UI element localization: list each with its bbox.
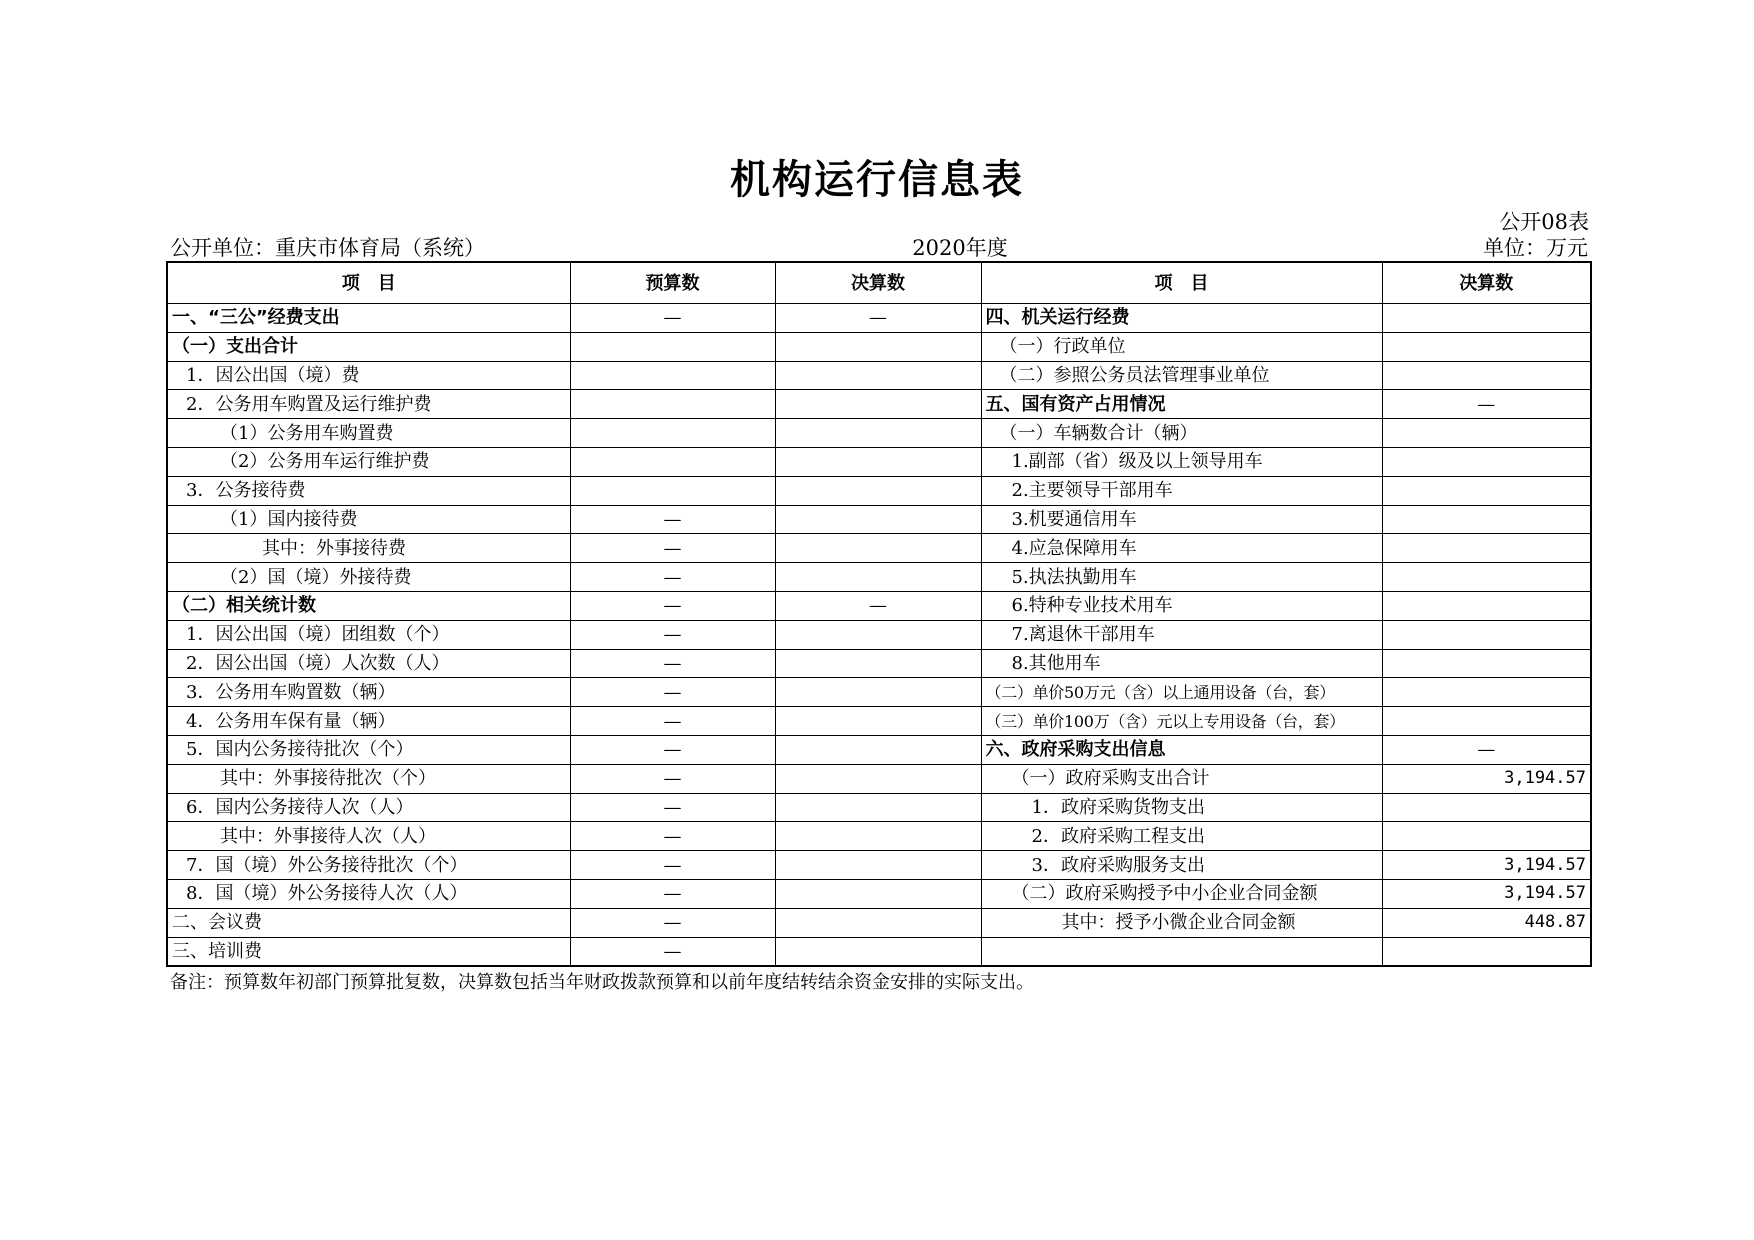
page-title: 机构运行信息表 (730, 157, 1024, 203)
item-right: （二）参照公务员法管理事业单位 (981, 361, 1382, 390)
header-final-left: 决算数 (775, 262, 981, 304)
footnote: 备注：预算数年初部门预算批复数，决算数包括当年财政拨款预算和以前年度结转结余资金安排的实际支出。 (170, 972, 1034, 993)
item-left: 其中：外事接待批次（个） (167, 764, 570, 793)
item-right: 六、政府采购支出信息 (981, 735, 1382, 764)
final-value-right (1382, 793, 1591, 822)
final-value-right (1382, 476, 1591, 505)
item-left: 2．因公出国（境）人次数（人） (167, 649, 570, 678)
table-row (167, 851, 1591, 880)
budget-value: — (570, 534, 775, 563)
table-row (167, 476, 1591, 505)
item-right: 2.主要领导干部用车 (981, 476, 1382, 505)
final-value-right: 448.87 (1382, 908, 1591, 937)
table-row (167, 447, 1591, 476)
item-left: 其中：外事接待人次（人） (167, 822, 570, 851)
budget-value: — (570, 620, 775, 649)
item-right: （二）政府采购授予中小企业合同金额 (981, 879, 1382, 908)
final-value-left (775, 419, 981, 448)
item-right: （一）车辆数合计（辆） (981, 419, 1382, 448)
header-item-left: 项 目 (167, 262, 570, 304)
item-left: 4．公务用车保有量（辆） (167, 707, 570, 736)
final-value-left (775, 534, 981, 563)
final-value-right: — (1382, 390, 1591, 419)
meta-row (170, 232, 1588, 262)
final-value-right (1382, 419, 1591, 448)
table-row (167, 390, 1591, 419)
table-row (167, 361, 1591, 390)
item-left: （二）相关统计数 (167, 591, 570, 620)
final-value-right (1382, 678, 1591, 707)
item-left: 其中：外事接待费 (167, 534, 570, 563)
item-left: 一、“三公”经费支出 (167, 304, 570, 333)
item-right: 其中：授予小微企业合同金额 (981, 908, 1382, 937)
final-value-left (775, 707, 981, 736)
budget-value (570, 390, 775, 419)
item-left: （2）国（境）外接待费 (167, 563, 570, 592)
table-row (167, 563, 1591, 592)
info-table (166, 261, 1592, 967)
item-right: （二）单价50万元（含）以上通用设备（台，套） (981, 678, 1382, 707)
final-value-right (1382, 620, 1591, 649)
item-left: （2）公务用车运行维护费 (167, 447, 570, 476)
table-row (167, 707, 1591, 736)
item-left: 3．公务用车购置数（辆） (167, 678, 570, 707)
header-budget: 预算数 (570, 262, 775, 304)
table-row (167, 764, 1591, 793)
final-value-left: — (775, 304, 981, 333)
final-value-left (775, 735, 981, 764)
final-value-left (775, 390, 981, 419)
final-value-right: — (1382, 735, 1591, 764)
table-row (167, 419, 1591, 448)
budget-value (570, 361, 775, 390)
final-value-left (775, 447, 981, 476)
final-value-right (1382, 534, 1591, 563)
table-row (167, 822, 1591, 851)
item-left: 二、会议费 (167, 908, 570, 937)
budget-value (570, 476, 775, 505)
item-right: 3．政府采购服务支出 (981, 851, 1382, 880)
final-value-left (775, 879, 981, 908)
budget-value: — (570, 851, 775, 880)
budget-value: — (570, 707, 775, 736)
final-value-left (775, 476, 981, 505)
item-left: 6．国内公务接待人次（人） (167, 793, 570, 822)
table-row (167, 534, 1591, 563)
final-value-right (1382, 563, 1591, 592)
item-left: 7．国（境）外公务接待批次（个） (167, 851, 570, 880)
budget-value: — (570, 937, 775, 966)
final-value-left (775, 937, 981, 966)
final-value-right (1382, 591, 1591, 620)
table-row (167, 879, 1591, 908)
budget-value: — (570, 678, 775, 707)
final-value-left (775, 908, 981, 937)
budget-value (570, 419, 775, 448)
final-value-right (1382, 361, 1591, 390)
item-right: 7.离退休干部用车 (981, 620, 1382, 649)
table-row (167, 591, 1591, 620)
item-right (981, 937, 1382, 966)
item-right: （三）单价100万（含）元以上专用设备（台，套） (981, 707, 1382, 736)
final-value-left (775, 361, 981, 390)
item-left: 2．公务用车购置及运行维护费 (167, 390, 570, 419)
table-row (167, 505, 1591, 534)
final-value-left (775, 793, 981, 822)
budget-value (570, 447, 775, 476)
budget-value: — (570, 822, 775, 851)
final-value-left (775, 332, 981, 361)
final-value-right: 3,194.57 (1382, 851, 1591, 880)
table-row (167, 304, 1591, 333)
item-left: 5．国内公务接待批次（个） (167, 735, 570, 764)
final-value-left (775, 851, 981, 880)
item-left: 3．公务接待费 (167, 476, 570, 505)
final-value-right (1382, 304, 1591, 333)
item-right: 2．政府采购工程支出 (981, 822, 1382, 851)
publishing-unit: 公开单位：重庆市体育局（系统） (170, 236, 485, 260)
table-row (167, 793, 1591, 822)
table-row (167, 649, 1591, 678)
item-right: 3.机要通信用车 (981, 505, 1382, 534)
budget-value: — (570, 764, 775, 793)
final-value-right (1382, 937, 1591, 966)
item-right: 6.特种专业技术用车 (981, 591, 1382, 620)
final-value-left (775, 563, 981, 592)
budget-value: — (570, 793, 775, 822)
item-right: 1.副部（省）级及以上领导用车 (981, 447, 1382, 476)
table-row (167, 908, 1591, 937)
item-right: 五、国有资产占用情况 (981, 390, 1382, 419)
header-item-right: 项 目 (981, 262, 1382, 304)
budget-value: — (570, 304, 775, 333)
item-right: 4.应急保障用车 (981, 534, 1382, 563)
budget-value: — (570, 505, 775, 534)
final-value-right (1382, 649, 1591, 678)
final-value-right (1382, 447, 1591, 476)
table-row (167, 678, 1591, 707)
budget-value: — (570, 563, 775, 592)
budget-value: — (570, 908, 775, 937)
item-right: 5.执法执勤用车 (981, 563, 1382, 592)
final-value-left (775, 649, 981, 678)
item-left: （1）国内接待费 (167, 505, 570, 534)
budget-value (570, 332, 775, 361)
table-row (167, 332, 1591, 361)
item-left: 8．国（境）外公务接待人次（人） (167, 879, 570, 908)
currency-unit: 单位：万元 (1483, 236, 1588, 260)
final-value-left (775, 822, 981, 851)
table-row (167, 937, 1591, 966)
item-left: 1．因公出国（境）费 (167, 361, 570, 390)
table-row (167, 735, 1591, 764)
budget-value: — (570, 649, 775, 678)
item-right: （一）行政单位 (981, 332, 1382, 361)
item-left: （一）支出合计 (167, 332, 570, 361)
item-right: 1．政府采购货物支出 (981, 793, 1382, 822)
item-right: （一）政府采购支出合计 (981, 764, 1382, 793)
item-left: 1．因公出国（境）团组数（个） (167, 620, 570, 649)
budget-value: — (570, 879, 775, 908)
item-right: 四、机关运行经费 (981, 304, 1382, 333)
table-row (167, 620, 1591, 649)
final-value-right (1382, 505, 1591, 534)
final-value-right (1382, 332, 1591, 361)
final-value-left (775, 620, 981, 649)
budget-value: — (570, 735, 775, 764)
item-right: 8.其他用车 (981, 649, 1382, 678)
fiscal-year: 2020年度 (912, 236, 1008, 260)
budget-value: — (570, 591, 775, 620)
final-value-left (775, 764, 981, 793)
final-value-left (775, 678, 981, 707)
header-row (167, 262, 1591, 304)
final-value-right: 3,194.57 (1382, 764, 1591, 793)
final-value-left: — (775, 591, 981, 620)
final-value-left (775, 505, 981, 534)
item-left: （1）公务用车购置费 (167, 419, 570, 448)
final-value-right: 3,194.57 (1382, 879, 1591, 908)
item-left: 三、培训费 (167, 937, 570, 966)
form-number: 公开08表 (1499, 210, 1589, 234)
final-value-right (1382, 822, 1591, 851)
header-final-right: 决算数 (1382, 262, 1591, 304)
final-value-right (1382, 707, 1591, 736)
